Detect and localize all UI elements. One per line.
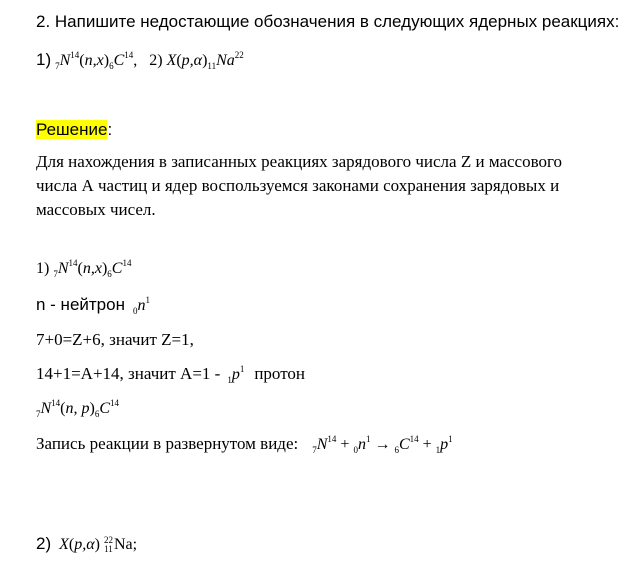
neutron-symbol: $_0n^1$ <box>132 295 150 316</box>
equation-charge: 7+0=Z+6, значит Z=1, <box>36 330 194 349</box>
expanded-text: Запись реакции в развернутом виде: <box>36 434 299 453</box>
reaction-2-label: 2) <box>149 52 163 69</box>
reaction-2-formula: $X(p,\alpha)_{11}Na^{22}$ <box>166 50 244 71</box>
part-2-label: 2) <box>36 534 52 553</box>
reaction-1-complete <box>36 398 119 419</box>
part-1-label: 1) <box>36 260 50 277</box>
solution-intro: Для нахождения в записанных реакциях зарядового числа Z и массового числа А частиц и ядер воспользуемся законами сохранения зарядовых и массовых чисел. <box>36 152 563 219</box>
proton-word: протон <box>254 364 306 383</box>
neutron-line <box>36 295 150 316</box>
proton-symbol: $_1p^1$ <box>227 364 245 385</box>
part-2-nucleon-stack: 22 11 <box>103 535 113 555</box>
solution-heading-highlight: Решение <box>36 120 108 139</box>
reaction-1-complete-formula: $_7N^{14}(n$, $p)_6C^{14}$ <box>36 398 119 419</box>
neutron-text: n - нейтрон <box>36 295 125 314</box>
part-2-formula: X(p,α) 22 11 Na; <box>59 535 138 555</box>
equation-mass-text: 14+1=А+14, значит А=1 - <box>36 364 221 383</box>
part-2-reaction <box>36 534 137 554</box>
task-reactions <box>36 50 244 71</box>
equation-mass <box>36 364 305 385</box>
reaction-1-formula: $_7N^{14}(n,x)_6C^{14}$, <box>55 50 138 71</box>
reaction-1-label: 1) <box>36 50 52 69</box>
expanded-formula: $_7N^{14} + _0n^1 \to _6C^{14} + _1p^1$ <box>312 434 453 455</box>
solution-heading <box>36 120 112 140</box>
part-1-reaction <box>36 258 131 279</box>
part-1-formula: $_7N^{14}(n,x)_6C^{14}$ <box>53 258 132 279</box>
expanded-reaction <box>36 434 453 455</box>
solution-colon: : <box>107 120 113 139</box>
task-title: 2. Напишите недостающие обозначения в следующих ядерных реакциях: <box>36 12 620 31</box>
